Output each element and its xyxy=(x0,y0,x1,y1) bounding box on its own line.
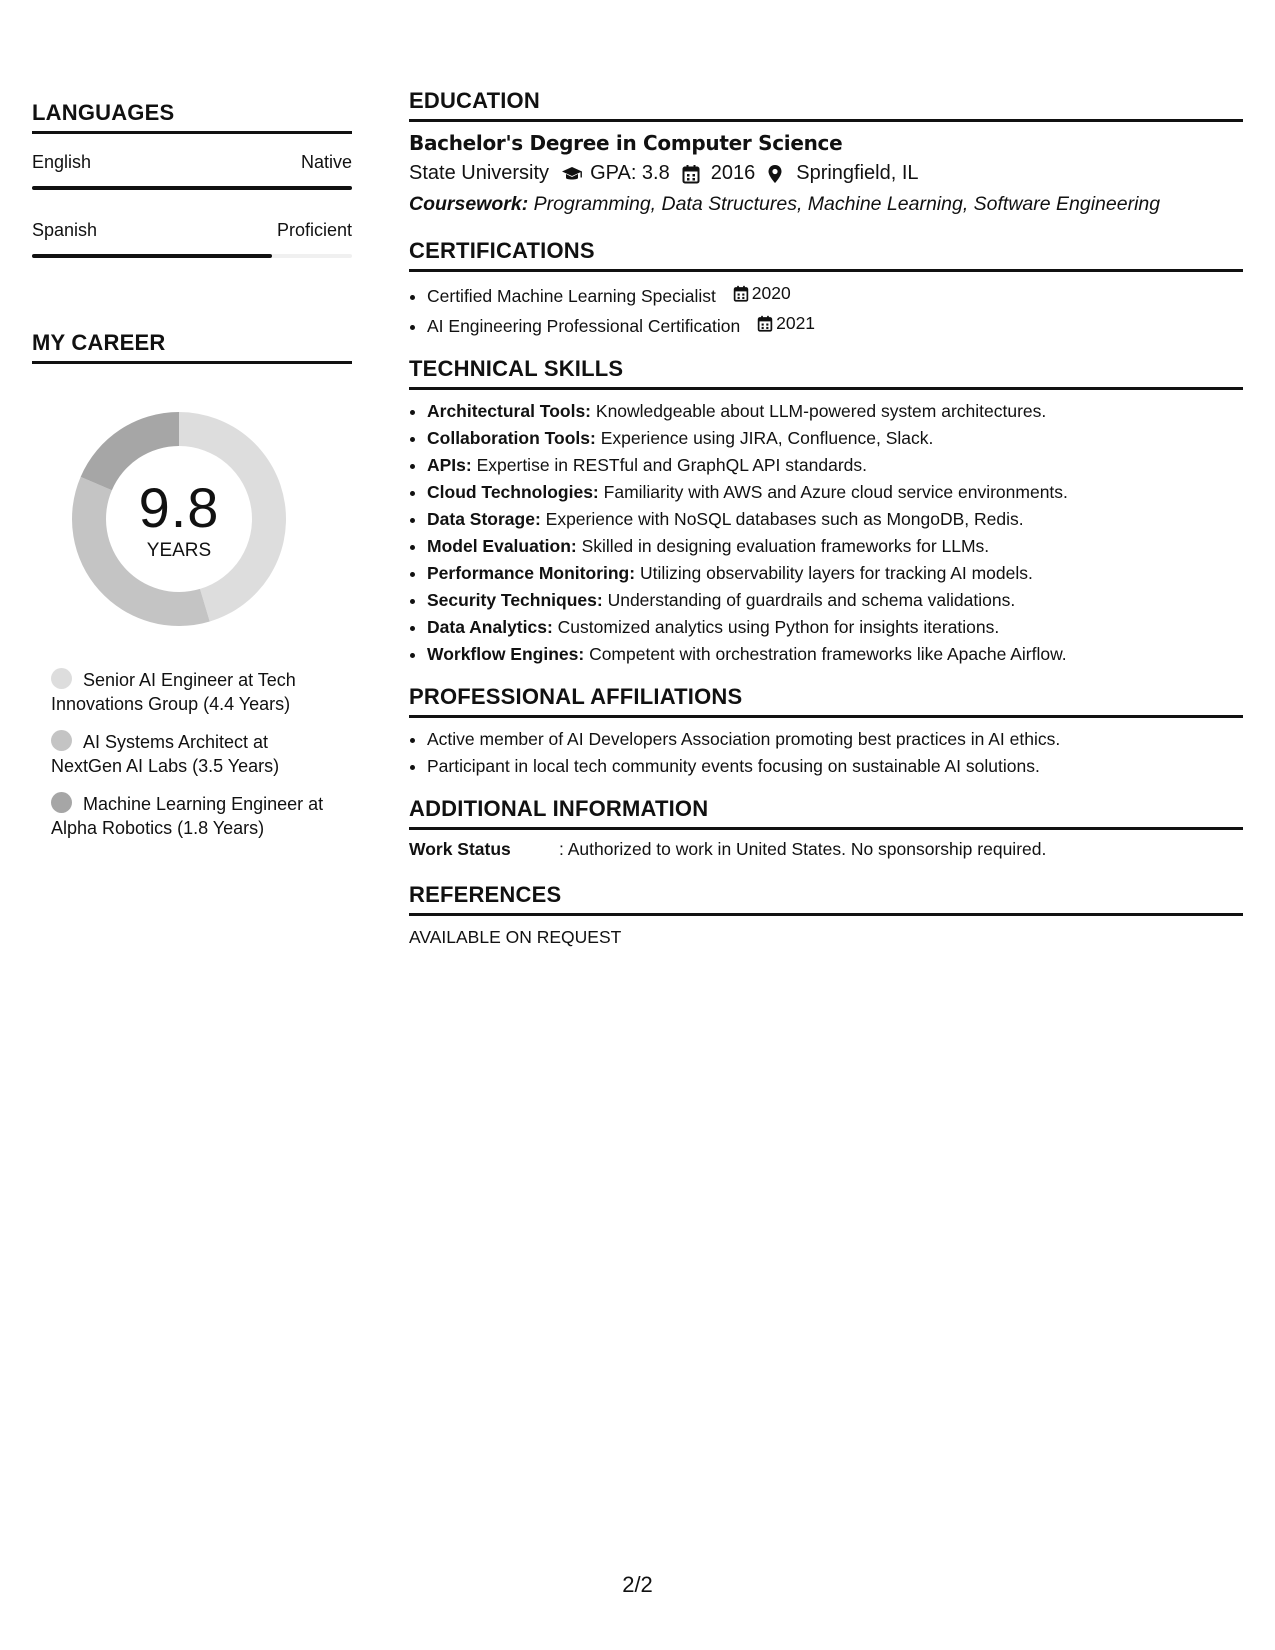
work-status-row xyxy=(409,839,1243,860)
school-location: Springfield, IL xyxy=(796,162,919,184)
skills-section xyxy=(409,356,1243,668)
skill-text: Knowledgeable about LLM-powered system architectures. xyxy=(595,401,1047,421)
career-total-unit: YEARS xyxy=(146,540,212,561)
skill-label: Collaboration Tools: xyxy=(427,428,596,448)
skill-label: Workflow Engines: xyxy=(427,644,585,664)
legend-dot-icon xyxy=(51,792,72,813)
language-proficiency-bar xyxy=(32,254,352,258)
skill-text: Competent with orchestration frameworks like Apache Airflow. xyxy=(589,644,1067,664)
references-text: AVAILABLE ON REQUEST xyxy=(409,927,622,947)
skill-label: Model Evaluation: xyxy=(427,536,577,556)
coursework-list: Programming, Data Structures, Machine Learning, Software Engineering xyxy=(533,193,1161,215)
career-total-years: 9.8 xyxy=(138,476,220,539)
career-legend-label: Senior AI Engineer at Tech Innovations Group (4.4 Years) xyxy=(51,670,296,714)
career-legend-label: Machine Learning Engineer at Alpha Robotics (1.8 Years) xyxy=(51,794,324,838)
language-name: Spanish xyxy=(32,220,98,240)
skill-text: Familiarity with AWS and Azure cloud service environments. xyxy=(603,482,1068,502)
certification-year: 2021 xyxy=(776,313,816,333)
language-proficiency-fill xyxy=(32,254,272,258)
list-item xyxy=(427,310,1243,340)
certifications-section xyxy=(409,238,1243,340)
calendar-icon xyxy=(682,164,702,184)
school-name: State University xyxy=(409,162,550,184)
degree-title: Bachelor's Degree in Computer Science xyxy=(409,131,843,155)
list-item xyxy=(427,425,1243,452)
additional-info-section xyxy=(409,796,1243,860)
skill-text: Customized analytics using Python for insights iterations. xyxy=(557,617,1000,637)
certification-name: AI Engineering Professional Certification xyxy=(427,316,741,336)
references-heading: REFERENCES xyxy=(409,882,1243,916)
certification-year: 2020 xyxy=(751,283,791,303)
graduation-cap-icon xyxy=(561,164,581,184)
career-section xyxy=(32,330,352,840)
skills-heading: TECHNICAL SKILLS xyxy=(409,356,1243,390)
languages-heading: LANGUAGES xyxy=(32,100,352,134)
references-section xyxy=(409,882,1243,948)
right-column xyxy=(409,88,1243,960)
list-item: • Active member of AI Developers Association promoting best practices in AI ethics. xyxy=(427,726,1243,753)
skill-label: Security Techniques: xyxy=(427,590,603,610)
left-column xyxy=(32,100,352,854)
affiliations-heading: PROFESSIONAL AFFILIATIONS xyxy=(409,684,1243,718)
list-item xyxy=(427,479,1243,506)
affiliations-section xyxy=(409,684,1243,780)
skill-label: Performance Monitoring: xyxy=(427,563,636,583)
list-item xyxy=(427,560,1243,587)
career-legend-item xyxy=(51,792,331,840)
skills-list xyxy=(409,398,1243,668)
skill-label: Data Storage: xyxy=(427,509,541,529)
list-item xyxy=(427,280,1243,310)
career-legend xyxy=(51,668,352,840)
location-pin-icon xyxy=(767,164,787,184)
calendar-icon xyxy=(757,315,773,332)
certifications-list xyxy=(409,280,1243,340)
skill-label: Data Analytics: xyxy=(427,617,553,637)
gpa: GPA: 3.8 xyxy=(590,162,670,184)
language-level: Proficient xyxy=(276,220,352,240)
language-item-spanish xyxy=(32,220,352,258)
list-item xyxy=(427,641,1243,668)
certification-name: Certified Machine Learning Specialist xyxy=(427,286,716,306)
list-item xyxy=(427,614,1243,641)
skill-text: Skilled in designing evaluation frameworks for LLMs. xyxy=(581,536,990,556)
page-number: 2/2 xyxy=(622,1572,653,1597)
graduation-year: 2016 xyxy=(710,162,756,184)
calendar-icon xyxy=(733,285,749,302)
list-item: • Participant in local tech community events focusing on sustainable AI solutions. xyxy=(427,753,1243,780)
certifications-heading: CERTIFICATIONS xyxy=(409,238,1243,272)
language-item-english xyxy=(32,152,352,190)
skill-text: Expertise in RESTful and GraphQL API standards. xyxy=(476,455,867,475)
career-donut-chart xyxy=(66,406,292,632)
skill-label: Architectural Tools: xyxy=(427,401,592,421)
additional-info-heading: ADDITIONAL INFORMATION xyxy=(409,796,1243,830)
coursework xyxy=(409,193,1243,216)
education-heading: EDUCATION xyxy=(409,88,1243,122)
legend-dot-icon xyxy=(51,668,72,689)
list-item xyxy=(427,452,1243,479)
career-legend-item xyxy=(51,730,331,778)
language-proficiency-bar xyxy=(32,186,352,190)
education-section xyxy=(409,88,1243,216)
language-level: Native xyxy=(300,152,352,172)
education-meta xyxy=(409,162,1243,185)
legend-dot-icon xyxy=(51,730,72,751)
skill-label: Cloud Technologies: xyxy=(427,482,599,502)
list-item xyxy=(427,587,1243,614)
list-item xyxy=(427,533,1243,560)
language-proficiency-fill xyxy=(32,186,352,190)
work-status-label: Work Status xyxy=(409,839,511,859)
coursework-label: Coursework: xyxy=(409,193,529,215)
career-legend-label: AI Systems Architect at NextGen AI Labs (3.5 Years) xyxy=(51,732,280,776)
skill-label: APIs: xyxy=(427,455,472,475)
skill-text: Utilizing observability layers for tracking AI models. xyxy=(639,563,1033,583)
skill-text: Experience using JIRA, Confluence, Slack. xyxy=(600,428,934,448)
list-item xyxy=(427,506,1243,533)
skill-text: Experience with NoSQL databases such as MongoDB, Redis. xyxy=(545,509,1024,529)
language-name: English xyxy=(32,152,92,172)
work-status-value: : Authorized to work in United States. No sponsorship required. xyxy=(559,839,1047,859)
skill-text: Understanding of guardrails and schema validations. xyxy=(607,590,1016,610)
affiliations-list xyxy=(409,726,1243,780)
career-legend-item xyxy=(51,668,331,716)
career-heading: MY CAREER xyxy=(32,330,352,364)
list-item xyxy=(427,398,1243,425)
